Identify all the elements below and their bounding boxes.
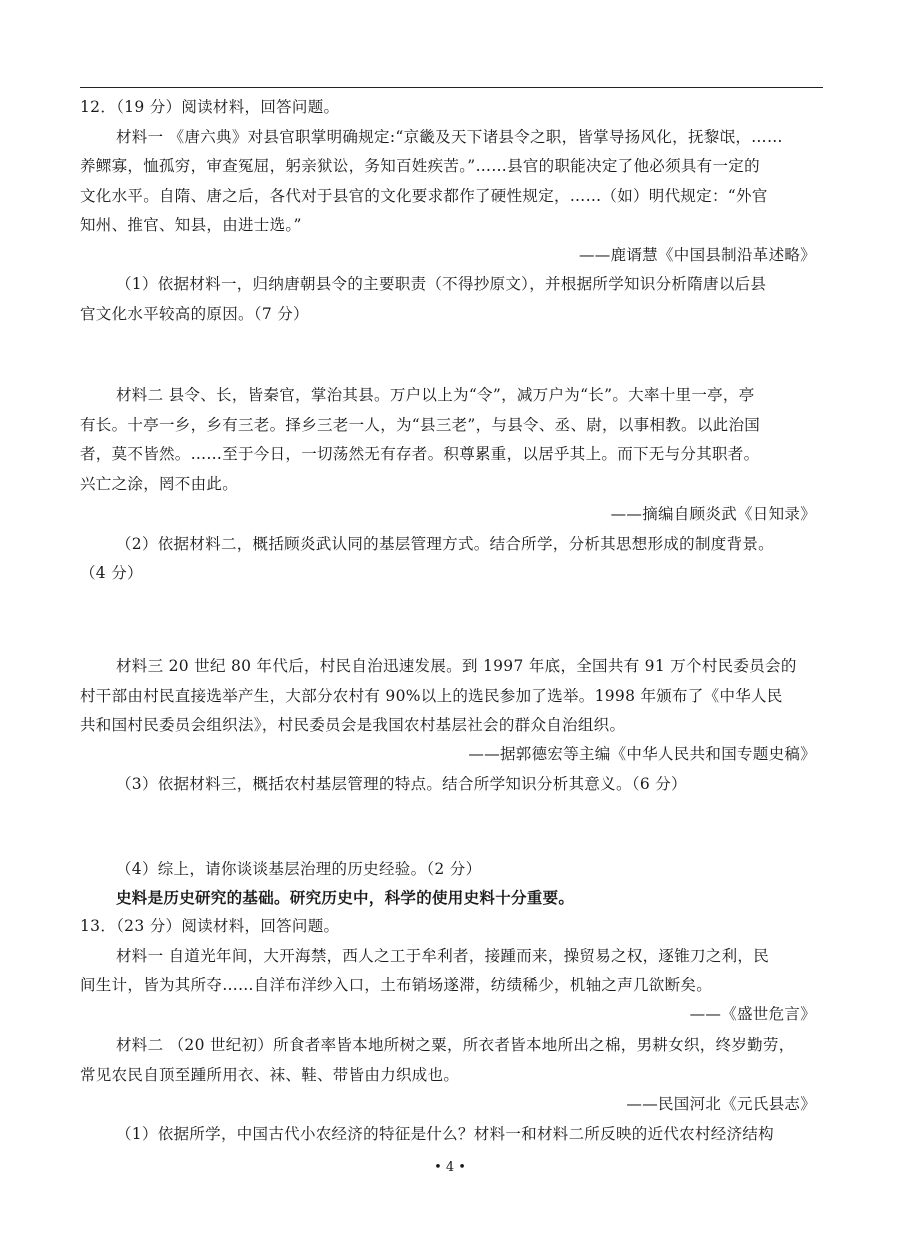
q12-header: 12．（19 分）阅读材料，回答问题。	[80, 98, 340, 116]
q12-m3-line-1: 材料三 20 世纪 80 年代后，村民自治迅速发展。到 1997 年底，全国共有 91 万个村民委员会的	[116, 657, 797, 675]
q12-q3: （3）依据材料三，概括农村基层管理的特点。结合所学知识分析其意义。（6 分）	[116, 775, 687, 793]
q12-m2-line-1: 材料二 县令、长，皆秦官，掌治其县。万户以上为“令”，减万户为“长”。大率十里一亭，亭	[116, 386, 755, 404]
q12-m1-line-3: 文化水平。自隋、唐之后，各代对于县官的文化要求都作了硬性规定，……（如）明代规定：“外官	[80, 187, 768, 205]
q12-m2-line-4: 兴亡之涂，罔不由此。	[80, 475, 239, 493]
q12-m1-line-2: 养鳏寡，恤孤穷，审查冤屈，躬亲狱讼，务知百姓疾苦。”……县官的职能决定了他必须具有一定的	[80, 157, 760, 175]
q12-m2-line-2: 有长。十亭一乡，乡有三老。择乡三老一人，为“县三老”，与县令、丞、尉，以事相教。以此治国	[80, 416, 761, 434]
q13-m1-source: ——《盛世危言》	[689, 1005, 816, 1023]
top-rule	[80, 87, 823, 88]
q12-q1-line-2: 官文化水平较高的原因。（7 分）	[80, 305, 309, 323]
q12-m3-line-3: 共和国村民委员会组织法》，村民委员会是我国农村基层社会的群众自治组织。	[80, 716, 626, 734]
q12-m3-line-2: 村干部由村民直接选举产生，大部分农村有 90%以上的选民参加了选举。1998 年颁布了《中华人民	[80, 687, 783, 705]
q12-q4: （4）综上，请你谈谈基层治理的历史经验。（2 分）	[116, 860, 482, 878]
intro-bold-line: 史料是历史研究的基础。研究历史中，科学的使用史料十分重要。	[116, 888, 575, 907]
q12-m1-line-4: 知州、推官、知县，由进士选。”	[80, 216, 302, 234]
q12-m3-source: ——据郭德宏等主编《中华人民共和国专题史稿》	[468, 745, 816, 763]
q13-m2-source: ——民国河北《元氏县志》	[626, 1095, 816, 1113]
q13-m1-line-2: 间生计，皆为其所夺……自洋布洋纱入口，土布销场遂滞，纺绩稀少，机轴之声几欲断矣。	[80, 976, 713, 994]
q12-q1-line-1: （1）依据材料一，归纳唐朝县令的主要职责（不得抄原文），并根据所学知识分析隋唐以后县	[116, 275, 767, 293]
q13-m1-line-1: 材料一 自道光年间，大开海禁，西人之工于牟利者，接踵而来，操贸易之权，逐锥刀之利，民	[116, 947, 770, 965]
q13-m2-line-1: 材料二 （20 世纪初）所食者率皆本地所树之粟，所衣者皆本地所出之棉，男耕女织，终岁勤劳，	[116, 1036, 795, 1054]
q12-m2-line-3: 者，莫不皆然。……至于今日，一切荡然无有存者。积尊累重，以居乎其上。而下无与分其职者。	[80, 445, 760, 463]
q12-m1-source: ——鹿谞慧《中国县制沿革述略》	[578, 246, 816, 264]
q13-m2-line-2: 常见农民自顶至踵所用衣、袜、鞋、带皆由力织成也。	[80, 1066, 460, 1084]
q12-q2-line-2: （4 分）	[80, 564, 143, 582]
q13-q1-line-1: （1）依据所学，中国古代小农经济的特征是什么？材料一和材料二所反映的近代农村经济结构	[116, 1125, 774, 1143]
q12-q2-line-1: （2）依据材料二，概括顾炎武认同的基层管理方式。结合所学，分析其思想形成的制度背景。	[116, 535, 774, 553]
q13-header: 13．（23 分）阅读材料，回答问题。	[80, 917, 340, 935]
q12-m2-source: ——摘编自顾炎武《日知录》	[610, 505, 816, 523]
page-number: • 4 •	[434, 1160, 466, 1175]
q12-m1-line-1: 材料一 《唐六典》对县官职掌明确规定:“京畿及天下诸县令之职，皆掌导扬风化，抚黎氓，……	[116, 128, 783, 146]
